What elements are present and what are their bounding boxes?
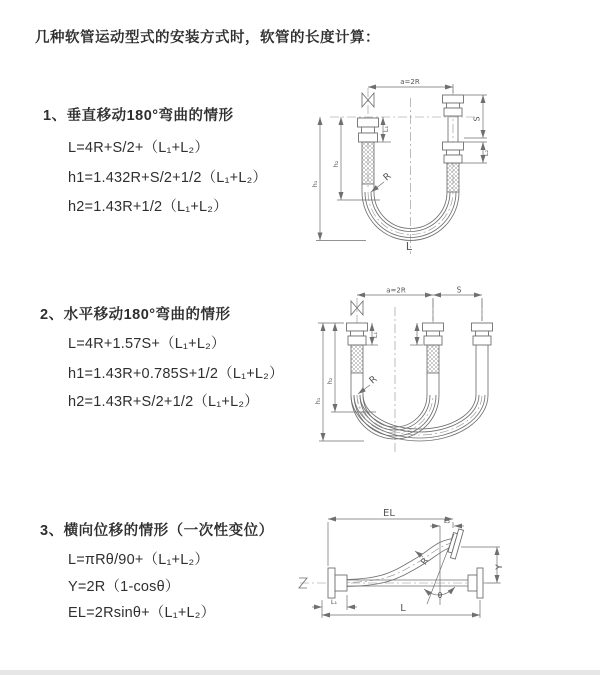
dim-label-h1: h₁ — [314, 397, 322, 405]
dim-label-h1: h₁ — [311, 180, 319, 188]
diagram-lateral-displacement — [296, 500, 596, 655]
dim-label-theta: θ — [437, 591, 443, 600]
diagram-horizontal-180-bend — [308, 283, 595, 461]
dim-label-h2: h₂ — [326, 377, 334, 385]
dim-label-r: R — [381, 170, 394, 184]
dim-label-l1: L₁ — [382, 125, 390, 133]
right-hose-fitting — [443, 95, 464, 192]
left-hose-fitting — [347, 323, 368, 373]
radius-callout — [358, 373, 380, 394]
dim-label-r: R — [367, 373, 380, 387]
section2-formula-l: L=4R+1.57S+（L₁+L₂） — [68, 336, 226, 352]
angle-theta — [424, 587, 455, 600]
left-flange — [328, 568, 347, 598]
dimension-a2r — [368, 78, 453, 93]
dim-label-h2: h₂ — [332, 160, 340, 168]
page-bottom-edge — [0, 670, 600, 675]
section2-heading: 2、水平移动180°弯曲的情形 — [40, 307, 231, 323]
dim-label-l2: L₂ — [443, 517, 451, 525]
dim-label-y: Y — [495, 564, 505, 570]
section2-formula-h2: h2=1.43R+S/2+1/2（L₁+L₂） — [68, 394, 259, 410]
diagram-vertical-180-bend — [308, 72, 595, 260]
dim-label-a2r: a=2R — [400, 78, 420, 86]
dimension-l — [322, 600, 480, 618]
section3-heading: 3、横向位移的情形（一次性变位） — [40, 523, 274, 539]
section1-formula-l: L=4R+S/2+（L₁+L₂） — [68, 140, 210, 156]
left-hose-fitting — [358, 118, 379, 184]
section1-formula-h2: h2=1.43R+1/2（L₁+L₂） — [68, 199, 228, 215]
dim-label-s: S — [472, 116, 482, 122]
section1-formula-h1: h1=1.432R+S/2+1/2（L₁+L₂） — [68, 170, 268, 186]
dim-label-l2: L₂ — [482, 149, 490, 157]
dim-label-s: S — [456, 285, 462, 295]
middle-hose-fitting — [423, 323, 444, 373]
dimension-l1 — [365, 323, 423, 345]
dim-label-a2r: a=2R — [386, 286, 406, 295]
dim-label-l: L — [400, 603, 406, 614]
dimension-s — [433, 286, 482, 322]
dim-label-el: EL — [383, 508, 395, 519]
section3-formula-el: EL=2Rsinθ+（L₁+L₂） — [68, 605, 216, 621]
hose-u-bend-position2 — [351, 345, 488, 441]
dimension-l1 — [312, 595, 357, 610]
dimension-l2 — [460, 142, 490, 163]
dim-label-r: R — [419, 556, 432, 568]
section2-formula-h1: h1=1.43R+0.785S+1/2（L₁+L₂） — [68, 366, 284, 382]
dim-label-l1: L₁ — [371, 331, 379, 339]
page-title: 几种软管运动型式的安装方式时，软管的长度计算： — [35, 30, 380, 46]
section3-formula-y: Y=2R（1-cosθ） — [68, 579, 180, 595]
dim-label-l: L — [405, 240, 413, 253]
section3-formula-l: L=πRθ/90+（L₁+L₂） — [68, 552, 210, 568]
right-hose-fitting — [472, 323, 493, 345]
right-lower-flange — [468, 568, 483, 598]
section1-heading: 1、垂直移动180°弯曲的情形 — [43, 108, 234, 124]
dimension-l2 — [430, 517, 464, 526]
dim-label-l1: L₁ — [330, 598, 338, 606]
dimension-h1 — [311, 117, 366, 241]
dimension-s — [464, 95, 487, 138]
